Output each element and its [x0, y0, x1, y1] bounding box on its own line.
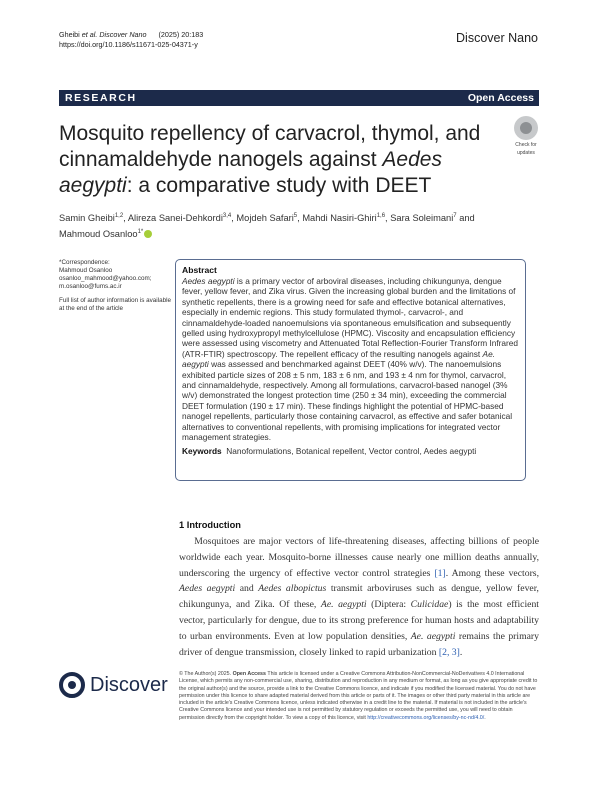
open-access-label: Open Access — [467, 92, 534, 104]
intro-text: remains the primary driver of dengue transmission, closely linked to rapid urbanization — [179, 630, 540, 658]
intro-text: ) is the most efficient vector, particularly for dengue, due to its strong preference for human hosts and adaptability to urban environments. Even at low population densities, — [179, 599, 539, 642]
intro-text: transmit arboviruses such as dengue, yellow fever, chikungunya, and Zika. Of these, — [179, 583, 539, 611]
check-updates-label-2: updates — [517, 150, 535, 156]
discover-logo — [59, 670, 174, 704]
citation-link[interactable]: [2, 3] — [438, 646, 460, 658]
author-affiliation: 7 — [453, 213, 457, 219]
intro-text: . Among these vectors, — [445, 567, 539, 579]
title-main: Mosquito repellency of carvacrol, thymol, and cinnamaldehyde nanogels against — [59, 122, 481, 171]
check-for-updates-badge[interactable] — [510, 116, 542, 156]
author-affiliation: 5 — [293, 213, 298, 219]
citation-authors: Gheibi — [59, 30, 82, 39]
author-affiliation: 1,2 — [114, 213, 124, 219]
license-link[interactable]: http://creativecommons.org/licenses/by-nc-nd/4.0/ — [367, 714, 485, 721]
author-affiliation: 1,6 — [376, 213, 386, 219]
intro-species: Culicidae — [410, 599, 449, 611]
citation-journal: et al. Discover Nano — [81, 30, 147, 39]
citation-link[interactable]: [1] — [434, 567, 446, 579]
license-text: This article is licensed under a Creative Commons Attribution-NonCommercial-NoDerivatives 4.0 International License, which permits any non-commercial use, sharing, distribution and reproduction in any medium or format, as long as you give appropriate credit to the original author(s) and the source, provide a link to the Creative Commons licence, and indicate if you modified the licensed material. You do not have permission under this licence to share adapted material derived from this article or parts of it. The images or other third party material in this article are included in the article's Creative Commons licence, unless indicated otherwise in a credit line to the material. If material is not included in the article's Creative Commons licence and your intended use is not permitted by statutory regulation or exceeds the permitted use, you will need to obtain permission directly from the copyright holder. To view a copy of this licence, visit — [179, 671, 538, 721]
intro-text: and — [235, 583, 259, 595]
article-title — [59, 121, 499, 199]
article-type-banner — [59, 90, 539, 106]
check-updates-label-1: Check for — [515, 142, 537, 148]
correspondence-label: *Correspondence: — [59, 259, 110, 266]
citation-year: (2025) 20:183 — [158, 30, 204, 39]
abstract-text-part: was assessed and benchmarked against DEET (40% w/v). The nanoemulsions exhibited particle sizes of 208 ± 5 nm, 183 ± 6 nm, and 193 ± 4 nm for thymol, carvacrol, and cinnamaldehyde, respectively. Among all formulations, carvacrol-based nanogel (3% w/v) demonstrated the longest protection time (250 ± 34 min), exceeding the commercial DEET formulation (190 ± 17 min). These findings highlight the potential of HPMC-based nanogel repellents, particularly those containing carvacrol, as effective and safer botanical alternatives to conventional repellents, with promising implications for integrated vector management strategies. — [182, 359, 513, 443]
authors-and: and — [459, 213, 475, 224]
license-open-access: Open Access — [232, 671, 266, 677]
introduction-paragraph — [179, 534, 539, 660]
abstract-species: Ae. aegypti — [182, 348, 495, 370]
title-rest: : a comparative study with DEET — [126, 174, 432, 197]
keywords-label: Keywords — [182, 445, 222, 456]
license-statement — [179, 671, 539, 722]
intro-text: Mosquitoes are major vectors of life-threatening diseases, affecting billions of people worldwide each year. Mosquito-borne illnesses cause nearly one million deaths annually, underscoring the urgency of effective vector control strategies — [179, 536, 540, 579]
correspondence-sidebar — [59, 259, 171, 319]
doi-link[interactable]: https://doi.org/10.1186/s11671-025-04371-y — [59, 40, 198, 49]
author-name[interactable]: Samin Gheibi — [59, 213, 115, 224]
correspondence-name: Mahmoud Osanloo — [59, 267, 113, 274]
license-copyright: © The Author(s) 2025. — [179, 671, 233, 677]
citation-header — [59, 30, 203, 50]
title-species: Aedes aegypti — [59, 148, 442, 197]
abstract-text-part: is a primary vector of arboviral diseases, including chikungunya, dengue fever, yellow fever, and Zika virus. Given the increasing global burden and the limitations of synthetic repellents, there is a growing need for safe and effective botanical alternatives, especially in endemic regions. This study formulated thymol-, carvacrol-, and cinnamaldehyde-loaded nanoemulsions via spontaneous emulsification and subsequently gelled using hydroxypropyl methylcellulose (HPMC). Viscosity and encapsulation efficiency were assessed using viscometry and Attenuated Total Reflection-Fourier Transform Infrared (ATR-FTIR) spectroscopy. The repellent efficacy of the resulting nanogels against — [182, 276, 519, 359]
orcid-icon[interactable] — [144, 230, 152, 238]
intro-text: (Diptera: — [366, 599, 411, 611]
intro-species: Aedes albopictus — [258, 583, 327, 595]
author-name[interactable]: Sara Soleimani — [390, 213, 454, 224]
abstract-heading: Abstract — [182, 265, 217, 275]
citation-line — [59, 30, 203, 40]
author-info-note: Full list of author information is available at the end of the article — [59, 297, 171, 312]
author-list: Samin Gheibi$^{1,2}$, Alireza Sanei-Dehkordi$^{3,4}$, Mojdeh Safari$^5$, Mahdi Nasiri-Ghiri$^{1,6}$, Sara Soleimani$^7$ and Mahmoud Osanloo$^{1*}$ — [59, 213, 475, 240]
discover-logo-text: Discover — [90, 674, 168, 696]
check-updates-icon — [514, 116, 538, 140]
correspondence-email-2[interactable]: m.osanloo@fums.ac.ir — [59, 283, 122, 290]
keywords — [182, 446, 519, 456]
correspondence-email-1[interactable]: osanloo_mahmood@yahoo.com; — [59, 275, 152, 282]
intro-species: Ae. aegypti — [410, 630, 456, 642]
author-affiliation: 3,4 — [222, 213, 232, 219]
author-name[interactable]: Mahdi Nasiri-Ghiri — [302, 213, 377, 224]
discover-logo-icon — [59, 672, 85, 698]
keywords-list: Nanoformulations, Botanical repellent, Vector control, Aedes aegypti — [226, 445, 477, 456]
author-name[interactable]: Mojdeh Safari — [236, 213, 294, 224]
author-name[interactable]: Alireza Sanei-Dehkordi — [127, 213, 223, 224]
author-affiliation: 1* — [137, 229, 144, 236]
license-end: . — [484, 714, 486, 721]
article-type-label: RESEARCH — [65, 92, 137, 104]
intro-text: . — [459, 646, 463, 658]
journal-name: Discover Nano — [456, 31, 538, 45]
abstract-box — [175, 259, 526, 481]
author-name[interactable]: Mahmoud Osanloo — [59, 229, 138, 240]
abstract-text — [182, 276, 519, 443]
intro-species: Ae. aegypti — [320, 599, 367, 611]
abstract-species: Aedes aegypti — [182, 276, 235, 286]
section-heading-introduction: 1 Introduction — [179, 520, 241, 530]
intro-species: Aedes aegypti — [179, 583, 236, 595]
